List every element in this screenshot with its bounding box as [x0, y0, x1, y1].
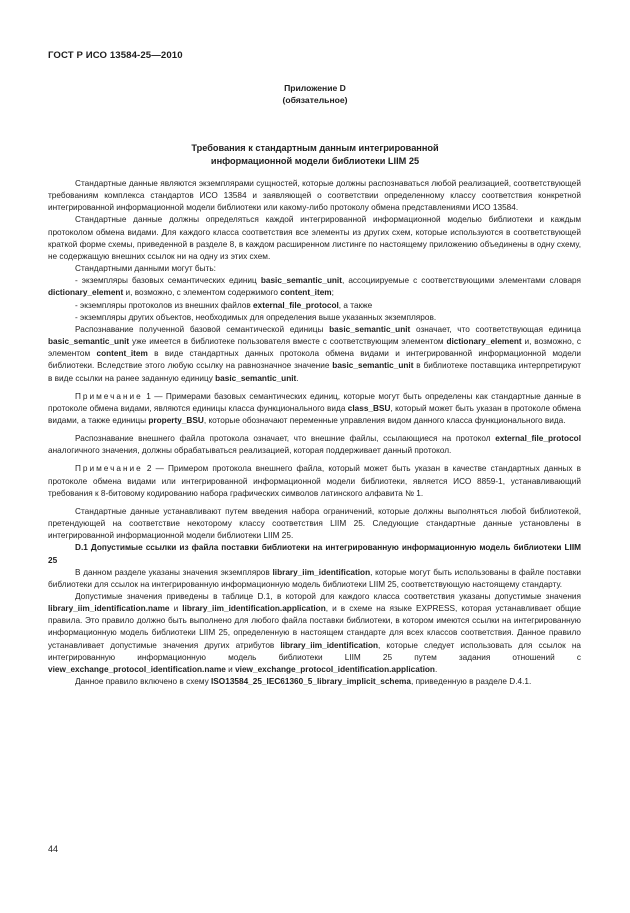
note-label: Примечание	[75, 464, 143, 474]
document-code: ГОСТ Р ИСО 13584-25—2010	[48, 50, 183, 61]
paragraph-constraints: Стандартные данные устанавливают путем введения набора ограничений, которые должны выполняться любой библиотекой, претендующей на соответствие некоторому классу соответствия LIIM 25. Следующие стандартные данные установлены в интегрированной информационной модели библиотеки LIIM 25.	[48, 506, 581, 541]
section-title	[0, 142, 630, 167]
section-title-line-2: информационной модели библиотеки LIIM 25	[210, 155, 420, 166]
paragraph-d1-scope: В данном разделе указаны значения экземпляров library_iim_identification, которые могут быть использованы в файле поставки библиотеки для ссылок на интегрированную информационную модель библиотеки LIIM 25, соответствующую настоящему стандарту.	[48, 567, 582, 589]
note-1: Примечание 1 — Примерами базовых семантических единиц, которые могут быть определены как стандартные данные в протоколе обмена видами, являются единицы класса функционального вида class_BSU, который может быть указан в протоколе обмена видами, а также единицы property_BSU, которые обозначают переменные управления видом данного класса функционального вида.	[48, 391, 581, 425]
page-number: 44	[48, 844, 59, 854]
list-item-other-objects: - экземпляры других объектов, необходимых для определения выше указанных экземпляров.	[75, 312, 437, 322]
note-label: Примечание	[75, 391, 143, 401]
paragraph-standard-data-definition: Стандартные данные должны определяться каждой интегрированной информационной моделью библиотеки и каждым протоколом обмена видами. Для каждого класса соответствия все элементы из других схем, которые используются в соответствующей краткой форме схемы, приведенной в разделе 8, в каждом расширенном листинге по настоящему приложению объединены в одну схему, не содержащую внешних ссылок ни на одну из этих схем.	[48, 215, 581, 261]
document-body	[48, 178, 581, 688]
paragraph-intro: Стандартные данные являются экземплярами сущностей, которые должны распознаваться любой реализацией, соответствующей требованиям комплекса стандартов ИСО 13584 и заявляющей о соответствии определенному классу соответствия конкретной интегрированной информационной модели библиотеки или какому-либо протоколу обмена представлениями ИСО 13584.	[48, 179, 581, 213]
annex-status: (обязательное)	[282, 95, 348, 105]
note-2: Примечание 2 — Примером протокола внешнего файла, который может быть указан в качестве стандартных данных в протоколе обмена видами или интегрированной информационной модели библиотеки, является ИСО 8859-1, устанавливающий требования к 8-битовому кодированию набора графических символов латинского алфавита № 1.	[48, 464, 581, 498]
paragraph-bsu-recognition: Распознавание полученной базовой семантической единицы basic_semantic_unit означает, что соответствующая единица basic_semantic_unit уже имеется в библиотеке пользователя вместе с соответствующим элементом dictionary_element и, возможно, с элементом content_item в виде стандартных данных протокола обмена видами и интегрированной информационной модели библиотеки. Вследствие этого любую ссылку на равнозначное значение basic_semantic_unit в библиотеке поставщика интерпретируют в виде ссылки на ранее заданную единицу basic_semantic_unit.	[48, 324, 581, 383]
paragraph-d1-schema: Данное правило включено в схему ISO13584_25_IEC61360_5_library_implicit_schema, приведенную в разделе D.4.1.	[75, 677, 532, 687]
paragraph-d1-values: Допустимые значения приведены в таблице D.1, в которой для каждого класса соответствия указаны допустимые значения library_iim_identification.name и library_iim_identification.application, и в схеме на языке EXPRESS, которая устанавливает общие правила. Это правило должно быть выполнено для любого файла поставки библиотеки, в котором имеются ссылки на интегрированную информационную модель библиотеки LIIM 25, определенную в настоящем стандарте для всех классов соответствия. Данное правило устанавливает допустимые значения других атрибутов library_iim_identification, которые следует использовать для ссылок на интегрированную информационную модель библиотеки LIIM 25 путем задания отношений с view_exchange_protocol_identification.name и view_exchange_protocol_identification.application.	[48, 592, 581, 674]
subsection-heading-d1: D.1 Допустимые ссылки из файла поставки библиотеки на интегрированную информационную модель библиотеки LIIM 25	[48, 543, 581, 565]
section-title-line-1: Требования к стандартным данным интегрированной	[191, 143, 439, 153]
list-item-protocols: - экземпляры протоколов из внешних файлов external_file_protocol, а также	[75, 300, 373, 310]
paragraph-list-lead: Стандартными данными могут быть:	[75, 264, 216, 274]
annex-heading	[0, 82, 630, 106]
annex-title: Приложение D	[284, 83, 346, 93]
paragraph-file-protocol-recognition: Распознавание внешнего файла протокола означает, что внешние файлы, ссылающиеся на протокол external_file_protocol аналогичного значения, должны обрабатываться реализацией, которая поддерживает данный протокол.	[48, 434, 581, 456]
list-item-bsu: - экземпляры базовых семантических единиц basic_semantic_unit, ассоциируемые с соответствующими элементами словаря dictionary_element и, возможно, с элементом содержимого content_item;	[48, 276, 581, 298]
